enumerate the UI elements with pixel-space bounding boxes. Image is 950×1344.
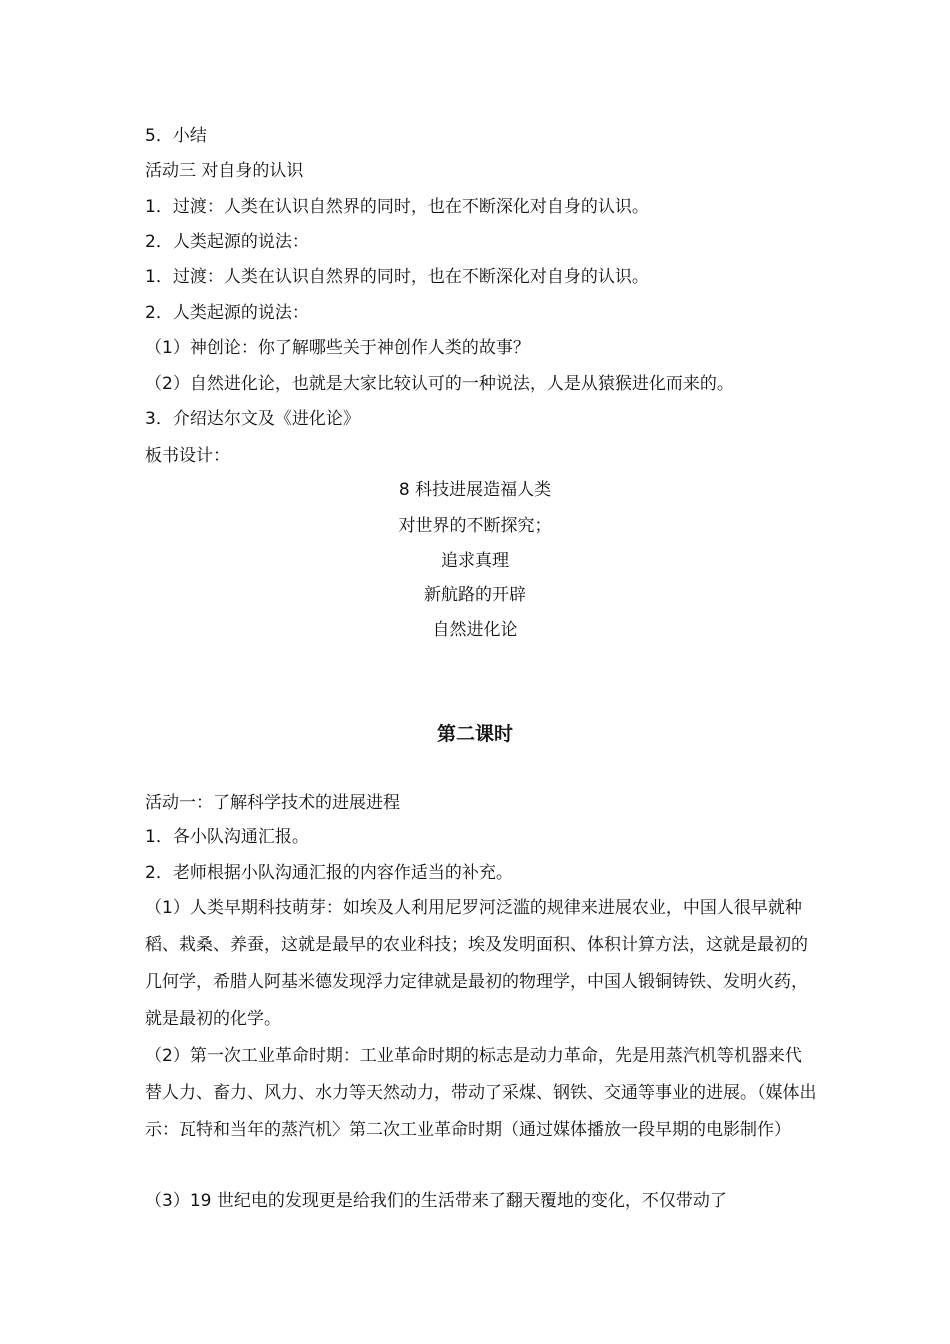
text-line: 2．人类起源的说法： <box>145 303 309 323</box>
text-line: 1．过渡：人类在认识自然界的同时，也在不断深化对自身的认识。 <box>145 197 649 217</box>
paragraph: （3）19 世纪电的发现更是给我们的生活带来了翻天覆地的变化，不仅带动了 <box>145 1191 727 1211</box>
activity-heading: 活动三 对自身的认识 <box>145 161 304 181</box>
board-line: 自然进化论 <box>432 620 518 640</box>
text-line: 3．介绍达尔文及《进化论》 <box>145 409 360 429</box>
text-line: 2．人类起源的说法： <box>145 232 309 252</box>
text-line: 1．各小队沟通汇报。 <box>145 827 309 847</box>
board-line: 追求真理 <box>441 551 509 571</box>
board-line: 新航路的开辟 <box>424 585 526 605</box>
text-line: 2．老师根据小队沟通汇报的内容作适当的补充。 <box>145 863 513 883</box>
activity-heading: 活动一：了解科学技术的进展进程 <box>145 793 400 813</box>
board-line: 对世界的不断探究； <box>398 516 552 536</box>
text-line: （1）神创论：你了解哪些关于神创作人类的故事？ <box>145 338 530 358</box>
board-design-label: 板书设计： <box>145 446 230 466</box>
board-title: 8 科技进展造福人类 <box>398 480 552 500</box>
text-line: 5．小结 <box>145 126 207 146</box>
paragraph: （2）第一次工业革命时期：工业革命时期的标志是动力革命，先是用蒸汽机等机器来代替人力、畜力、风力、水力等天然动力，带动了采煤、钢铁、交通等事业的进展。（媒体出示：瓦特和当年的蒸汽机〉第二次工业革命时期（通过媒体播放一段早期的电影制作） <box>145 1046 817 1140</box>
text-line: 1．过渡：人类在认识自然界的同时，也在不断深化对自身的认识。 <box>145 267 649 287</box>
text-line: （2）自然进化论，也就是大家比较认可的一种说法，人是从猿猴进化而来的。 <box>145 374 734 394</box>
paragraph: （1）人类早期科技萌芽：如埃及人利用尼罗河泛滥的规律来进展农业，中国人很早就种稻、栽桑、养蚕，这就是最早的农业科技；埃及发明面积、体积计算方法，这就是最初的几何学，希腊人阿基米德发现浮力定律就是最初的物理学，中国人锻铜铸铁、发明火药，就是最初的化学。 <box>145 898 808 1029</box>
section-title: 第二课时 <box>436 723 513 745</box>
